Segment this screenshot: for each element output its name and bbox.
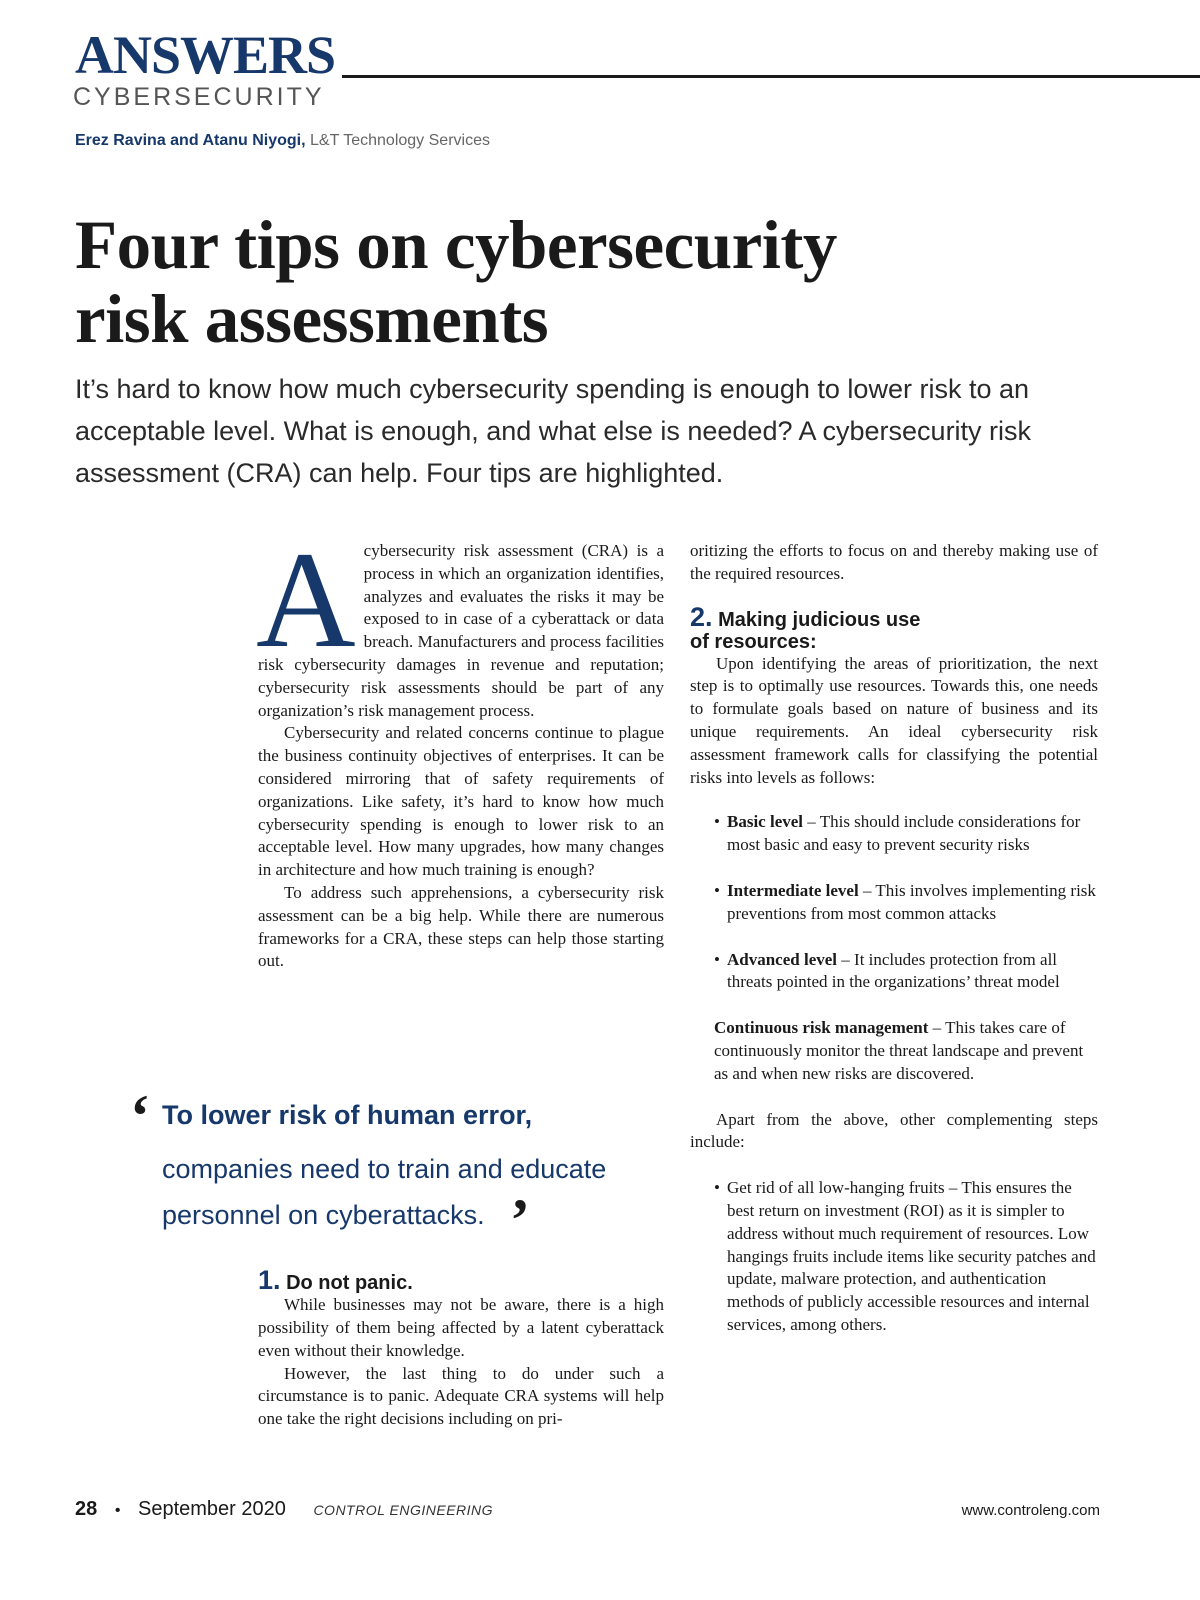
step2-title-b: of resources: <box>690 630 817 653</box>
intro-paragraph-1-text: cybersecurity risk assessment (CRA) is a process in which an organization identifies, analyzes and evaluates the risks it may be exposed to in case of a cyberattack or data breach. Manufacturers and process facilities risk cybersecurity damages in revenue and reputation; cybersecurity risk assessments should be part of any organization’s risk management process. <box>258 541 664 720</box>
step2-title-a: Making judicious use <box>718 608 921 631</box>
byline <box>75 132 490 150</box>
section-title: ANSWERS <box>75 25 336 85</box>
steps-list <box>690 1177 1098 1337</box>
step1-paragraph-1: While businesses may not be aware, there is a high possibility of them being affected by a latent cyberattack even without their knowledge. <box>258 1295 664 1360</box>
step1-paragraph-2: However, the last thing to do under such a circumstance is to panic. Adequate CRA systems will help one take the right decisions including on pri- <box>258 1363 664 1429</box>
footer-separator: • <box>114 1502 121 1519</box>
website-url: www.controleng.com <box>961 1502 1100 1519</box>
issue-date: September 2020 <box>137 1498 286 1520</box>
apart-paragraph: Apart from the above, other complementing steps include: <box>690 1109 1098 1152</box>
step2-number: 2. <box>690 601 713 632</box>
section-subtitle: CYBERSECURITY <box>73 83 325 111</box>
drop-cap: A <box>256 523 356 676</box>
article-title <box>75 208 1135 356</box>
list-item: • Intermediate level – This involves implementing risk preventions from most common attacks <box>714 880 1096 923</box>
article-title-line1: Four tips on cybersecurity <box>75 207 837 283</box>
list-item: • Advanced level – It includes protection from all threats pointed in the organizations’ threat model <box>714 949 1060 992</box>
open-quote-mark: ‘ <box>130 1083 150 1149</box>
list-item: • Get rid of all low-hanging fruits – This ensures the best return on investment (ROI) as it is simpler to address without much requirement of resources. Low hangings fruits include items like security patches and update, malware protection, and authentication methods of publicly accessible resources and internal services, among others. <box>714 1178 1096 1334</box>
level-term: Basic level <box>727 812 804 832</box>
pull-quote-line2: companies need to train and educate personnel on cyberattacks. <box>162 1154 607 1230</box>
magazine-name: CONTROL ENGINEERING <box>313 1502 494 1518</box>
level-term: Intermediate level <box>727 880 859 900</box>
article-title-line2: risk assessments <box>75 281 549 357</box>
step1-heading <box>258 1265 664 1296</box>
step2-heading <box>690 601 1098 653</box>
risk-levels-list <box>690 811 1098 994</box>
close-quote-mark: ’ <box>510 1187 530 1253</box>
article-deck: It’s hard to know how much cybersecurity spending is enough to lower risk to an acceptable level. What is enough, and what else is needed? A cybersecurity risk assessment (CRA) can help. Four tips are highlighted. <box>75 374 1032 488</box>
left-column <box>256 523 664 1431</box>
intro-paragraph-3: To address such apprehensions, a cybersecurity risk assessment can be a big help. While there are numerous frameworks for a CRA, these steps can help those starting out. <box>258 882 664 971</box>
continued-paragraph: oritizing the efforts to focus on and thereby making use of the required resources. <box>690 541 1098 583</box>
intro-paragraph-1 <box>256 523 664 722</box>
footer-left <box>75 1498 493 1521</box>
step1-number: 1. <box>258 1265 281 1296</box>
right-column <box>690 540 1098 1337</box>
step1-title: Do not panic. <box>286 1272 413 1295</box>
header-rule <box>342 75 1200 78</box>
page-number: 28 <box>75 1498 98 1520</box>
continuous-risk-paragraph: Continuous risk management – This takes care of continuously monitor the threat landscape and prevent as and when new risks are discovered. <box>714 1018 1084 1083</box>
pull-quote-line1: To lower risk of human error, <box>162 1100 533 1130</box>
level-term: Advanced level <box>727 949 838 969</box>
list-item: • Basic level – This should include considerations for most basic and easy to prevent security risks <box>714 812 1081 855</box>
step2-paragraph-1: Upon identifying the areas of prioritization, the next step is to optimally use resources. Towards this, one needs to formulate goals based on nature of business and its unique requirements. An ideal cybersecurity risk assessment framework calls for classifying the potential risks into levels as follows: <box>690 653 1098 787</box>
byline-affiliation: L&T Technology Services <box>310 132 490 149</box>
byline-authors: Erez Ravina and Atanu Niyogi, <box>75 132 306 149</box>
continuous-term: Continuous risk management <box>714 1018 929 1038</box>
intro-paragraph-2: Cybersecurity and related concerns continue to plague the business continuity objectives of enterprises. It can be considered mirroring that of safety requirements of organizations. Like safety, it’s hard to know how much cybersecurity spending is enough to lower risk to an acceptable level. How many upgrades, how many changes in architecture and how much training is enough? <box>258 723 664 880</box>
